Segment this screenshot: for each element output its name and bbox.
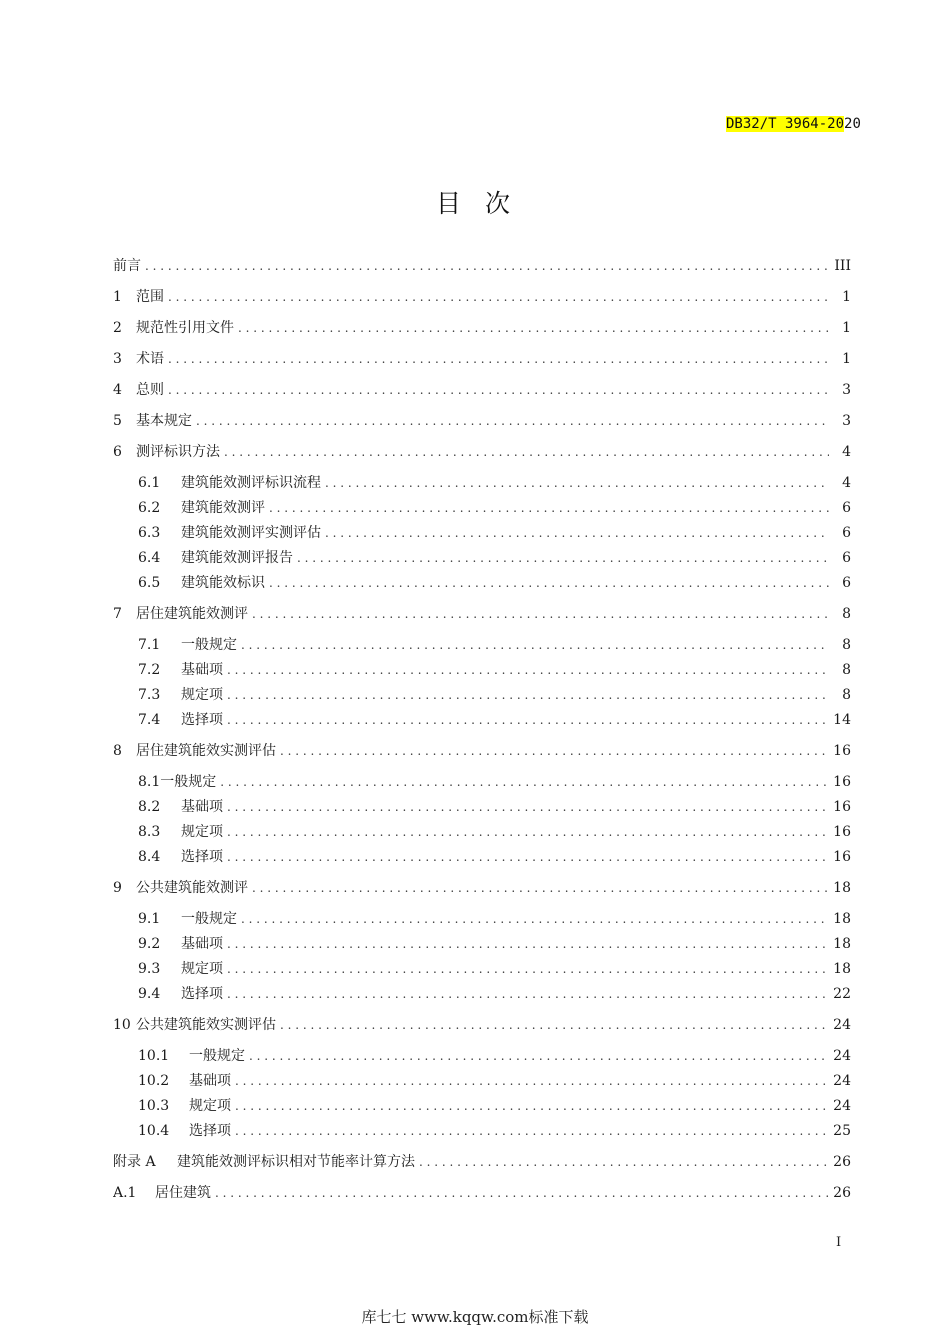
dot-leader (252, 878, 829, 898)
toc-number: 6.5 (138, 575, 161, 591)
toc-entry[interactable] (138, 1046, 851, 1066)
standard-code (726, 114, 861, 134)
dot-leader (227, 822, 829, 842)
dot-leader (241, 635, 829, 655)
toc-page: 6 (842, 550, 851, 566)
toc-entry[interactable] (113, 1152, 851, 1172)
toc-page: 8 (842, 662, 851, 678)
toc-label: 基本规定 (136, 413, 192, 429)
toc-label: 基础项 (181, 662, 223, 678)
toc-label: 规定项 (181, 824, 223, 840)
toc-label: 公共建筑能效测评 (136, 880, 248, 896)
toc-page: 24 (833, 1073, 851, 1089)
toc-label: 公共建筑能效实测评估 (136, 1017, 276, 1033)
toc-label: 规定项 (181, 961, 223, 977)
toc-number: 6 (113, 444, 122, 460)
toc-entry[interactable] (138, 573, 851, 593)
dot-leader (227, 984, 829, 1004)
toc-page: 24 (833, 1048, 851, 1064)
dot-leader (227, 710, 829, 730)
toc-number: 9.2 (138, 936, 161, 952)
dot-leader (227, 660, 829, 680)
toc-page: 6 (842, 575, 851, 591)
standard-code-rest: 20 (844, 116, 861, 132)
dot-leader (280, 1015, 829, 1035)
toc-number: 1 (113, 289, 122, 305)
dot-leader (145, 256, 829, 276)
toc-number: 8 (113, 743, 122, 759)
dot-leader (220, 772, 829, 792)
toc-entry[interactable] (138, 1071, 851, 1091)
toc-page: 3 (842, 413, 851, 429)
toc-entry[interactable] (138, 473, 851, 493)
toc-number: 10.2 (138, 1073, 170, 1089)
toc-entry[interactable] (113, 442, 851, 462)
toc-label: 居住建筑能效实测评估 (136, 743, 276, 759)
toc-page: 1 (842, 289, 851, 305)
dot-leader (227, 847, 829, 867)
standard-code-highlighted: DB32/T 3964-20 (726, 116, 845, 132)
toc-number: 7.3 (138, 687, 161, 703)
toc-entry[interactable] (113, 256, 851, 276)
toc-label: 规定项 (181, 687, 223, 703)
toc-entry[interactable] (113, 878, 851, 898)
dot-leader (325, 473, 829, 493)
toc-entry[interactable] (138, 934, 851, 954)
toc-page: 4 (842, 475, 851, 491)
toc-entry[interactable] (138, 959, 851, 979)
dot-leader (238, 318, 829, 338)
toc-label: 选择项 (181, 712, 223, 728)
toc-entry[interactable] (138, 710, 851, 730)
dot-leader (241, 909, 829, 929)
toc-entry[interactable] (138, 847, 851, 867)
toc-number: 9 (113, 880, 122, 896)
toc-number: 5 (113, 413, 122, 429)
toc-label: 选择项 (189, 1123, 231, 1139)
toc-label: 居住建筑能效测评 (136, 606, 248, 622)
toc-entry[interactable] (113, 380, 851, 400)
toc-number: 6.1 (138, 475, 161, 491)
toc-page: 25 (833, 1123, 851, 1139)
toc-page: 8 (842, 687, 851, 703)
toc-number: 6.2 (138, 500, 161, 516)
dot-leader (235, 1121, 829, 1141)
toc-page: 16 (833, 774, 851, 790)
toc-page: 16 (833, 849, 851, 865)
dot-leader (215, 1183, 829, 1203)
toc-entry[interactable] (113, 318, 851, 338)
toc-label: 范围 (136, 289, 164, 305)
toc-entry[interactable] (138, 1096, 851, 1116)
toc-number: 10.1 (138, 1048, 170, 1064)
toc-page: 24 (833, 1098, 851, 1114)
toc-page: 16 (833, 743, 851, 759)
toc-page: 4 (842, 444, 851, 460)
toc-number: 10.3 (138, 1098, 170, 1114)
toc-label: 一般规定 (160, 774, 217, 790)
toc-number: 9.1 (138, 911, 161, 927)
toc-entry[interactable] (138, 822, 851, 842)
toc-number: 7.4 (138, 712, 161, 728)
toc-page: III (834, 258, 851, 274)
toc-entry[interactable] (113, 1183, 851, 1203)
toc-page: 22 (833, 986, 851, 1002)
toc-entry[interactable] (138, 797, 851, 817)
toc-number: 附录 A (113, 1154, 156, 1170)
toc-label: 前言 (113, 258, 141, 274)
dot-leader (235, 1096, 829, 1116)
toc-label: 居住建筑 (155, 1185, 211, 1201)
toc-label: 建筑能效标识 (181, 575, 265, 591)
toc-entry[interactable] (138, 635, 851, 655)
page-number: I (836, 1235, 842, 1250)
toc-label: 规定项 (189, 1098, 231, 1114)
toc-label: 规范性引用文件 (136, 320, 234, 336)
toc-label: 基础项 (181, 936, 223, 952)
toc-entry[interactable] (138, 498, 851, 518)
toc-number: 8.4 (138, 849, 161, 865)
toc-entry[interactable] (138, 685, 851, 705)
toc-page: 8 (842, 637, 851, 653)
dot-leader (249, 1046, 829, 1066)
toc-number: 6.3 (138, 525, 161, 541)
toc-page: 6 (842, 500, 851, 516)
toc-entry[interactable] (138, 523, 851, 543)
dot-leader (168, 349, 829, 369)
toc-number: 9.3 (138, 961, 161, 977)
toc-number: 10 (113, 1017, 131, 1033)
toc-page: 24 (833, 1017, 851, 1033)
dot-leader (280, 741, 829, 761)
toc-number: 8.3 (138, 824, 161, 840)
toc-page: 14 (833, 712, 851, 728)
toc-number: 7.1 (138, 637, 161, 653)
toc-entry[interactable] (138, 548, 851, 568)
dot-leader (269, 573, 829, 593)
watermark-footer: 库七七 www.kqqw.com标准下载 (361, 1308, 589, 1326)
dot-leader (227, 959, 829, 979)
toc-label: 选择项 (181, 849, 223, 865)
toc-number: 7 (113, 606, 122, 622)
toc-label: 建筑能效测评报告 (181, 550, 293, 566)
toc-page: 18 (833, 961, 851, 977)
toc-entry[interactable] (113, 604, 851, 624)
toc-page: 26 (833, 1185, 851, 1201)
dot-leader (252, 604, 829, 624)
toc-label: 建筑能效测评标识流程 (181, 475, 321, 491)
toc-label: 建筑能效测评 (181, 500, 265, 516)
toc-number: 8.1 (138, 774, 161, 790)
toc-page: 18 (833, 880, 851, 896)
toc-label: 一般规定 (181, 637, 237, 653)
dot-leader (297, 548, 829, 568)
toc-label: 选择项 (181, 986, 223, 1002)
toc-label: 总则 (136, 382, 164, 398)
dot-leader (196, 411, 829, 431)
toc-label: 建筑能效测评实测评估 (181, 525, 321, 541)
dot-leader (419, 1152, 829, 1172)
toc-entry[interactable] (113, 349, 851, 369)
dot-leader (168, 287, 829, 307)
toc-number: 8.2 (138, 799, 161, 815)
toc-page: 1 (842, 351, 851, 367)
toc-label: 一般规定 (181, 911, 237, 927)
dot-leader (168, 380, 829, 400)
toc-page: 16 (833, 799, 851, 815)
dot-leader (227, 685, 829, 705)
toc-number: 10.4 (138, 1123, 170, 1139)
dot-leader (235, 1071, 829, 1091)
toc-entry[interactable] (113, 741, 851, 761)
page-title: 目次 (435, 189, 534, 218)
toc-page: 1 (842, 320, 851, 336)
toc-label: 一般规定 (189, 1048, 245, 1064)
toc-page: 18 (833, 911, 851, 927)
toc-page: 8 (842, 606, 851, 622)
toc-number: 6.4 (138, 550, 161, 566)
toc-label: 测评标识方法 (136, 444, 220, 460)
toc-entry[interactable] (138, 660, 851, 680)
toc-entry[interactable] (138, 772, 851, 792)
toc-entry[interactable] (113, 1015, 851, 1035)
dot-leader (325, 523, 829, 543)
dot-leader (224, 442, 829, 462)
toc-entry[interactable] (138, 984, 851, 1004)
toc-page: 3 (842, 382, 851, 398)
toc-number: 3 (113, 351, 122, 367)
toc-entry[interactable] (113, 411, 851, 431)
toc-page: 16 (833, 824, 851, 840)
toc-number: 9.4 (138, 986, 161, 1002)
toc-page: 26 (833, 1154, 851, 1170)
toc-page: 18 (833, 936, 851, 952)
toc-number: 7.2 (138, 662, 161, 678)
dot-leader (269, 498, 829, 518)
toc-page: 6 (842, 525, 851, 541)
toc-number: A.1 (113, 1185, 137, 1201)
toc-label: 基础项 (189, 1073, 231, 1089)
toc-label: 基础项 (181, 799, 223, 815)
toc-label: 建筑能效测评标识相对节能率计算方法 (177, 1154, 415, 1170)
toc-entry[interactable] (138, 909, 851, 929)
toc-number: 2 (113, 320, 122, 336)
dot-leader (227, 934, 829, 954)
toc-entry[interactable] (113, 287, 851, 307)
toc-number: 4 (113, 382, 122, 398)
dot-leader (227, 797, 829, 817)
toc-entry[interactable] (138, 1121, 851, 1141)
toc-label: 术语 (136, 351, 164, 367)
